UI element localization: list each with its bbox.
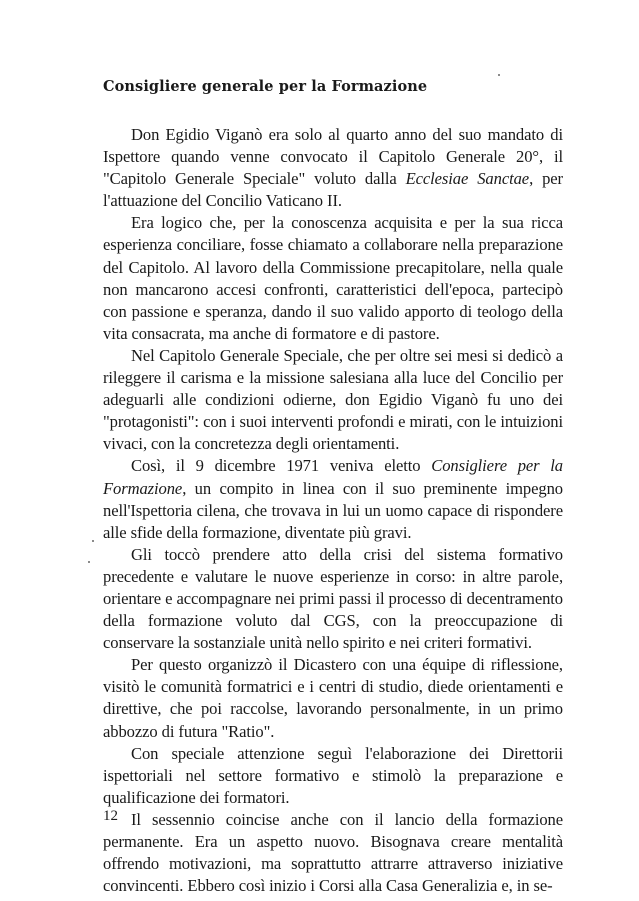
- paragraph-text: Con speciale attenzione seguì l'elaborazione dei Direttorii ispettoriali nel settore formativo e stimolò la preparazione e qualificazione dei formatori.: [103, 743, 563, 807]
- paragraph: [103, 743, 563, 809]
- body-text: [103, 124, 563, 897]
- paragraph: [103, 654, 563, 742]
- page-number: 12: [103, 808, 118, 824]
- paragraph-text: Così, il 9 dicembre 1971 veniva eletto: [131, 456, 432, 476]
- paragraph-text: Per questo organizzò il Dicastero con una équipe di riflessione, visitò le comunità formatrici e i centri di studio, diede orientamenti e direttive, che poi raccolse, lavorando personalmente, in un primo abbozzo di futura "Ratio".: [103, 655, 563, 741]
- margin-mark: [498, 74, 500, 76]
- italic-text: Consigliere per la Formazione: [103, 456, 564, 498]
- paragraph-text: Il sessennio coincise anche con il lancio della formazione permanente. Era un aspetto nuovo. Bisognava creare mentalità offrendo motivazioni, ma soprattutto attrarre attraverso iniziative convincenti. Ebbero così inizio i Corsi alla Casa Generalizia e, in se-: [103, 809, 563, 896]
- section-heading: Consigliere generale per la Formazione: [103, 78, 428, 95]
- paragraph: [103, 124, 563, 212]
- paragraph: [103, 809, 563, 897]
- paragraph-text: , un compito in linea con il suo preminente impegno nell'Ispettoria cilena, che trovava in lui un uomo capace di rispondere alle sfide della formazione, diventate più gravi.: [103, 478, 563, 542]
- italic-text: Ecclesiae Sanctae: [405, 169, 530, 189]
- paragraph-text: Era logico che, per la conoscenza acquisita e per la sua ricca esperienza conciliare, fosse chiamato a collaborare nella preparazione del Capitolo. Al lavoro della Commissione precapitolare, nella quale non mancarono accesi confronti, caratteristici dell'epoca, partecipò con passione e speranza, dando il suo valido apporto di teologo della vita consacrata, ma anche di formatore e di pastore.: [103, 213, 563, 343]
- margin-mark: [88, 561, 90, 563]
- paragraph-text: Don Egidio Viganò era solo al quarto anno del suo mandato di Ispettore quando venne convocato il Capitolo Generale 20°, il "Capitolo Generale Speciale" voluto dalla: [103, 125, 563, 189]
- paragraph-text: Gli toccò prendere atto della crisi del sistema formativo precedente e valutare le nuove esperienze in corso: in altre parole, orientare e accompagnare nei primi passi il processo di decentramento della formazione voluto dal CGS, con la preoccupazione di conservare la sostanziale unità nello spirito e nei criteri formativi.: [103, 544, 563, 653]
- paragraph: [103, 345, 563, 455]
- margin-mark: [92, 540, 94, 542]
- paragraph: [103, 544, 563, 654]
- paragraph-text: , per l'attuazione del Concilio Vaticano II.: [103, 169, 563, 211]
- paragraph: [103, 455, 563, 543]
- paragraph-text: Nel Capitolo Generale Speciale, che per oltre sei mesi si dedicò a rileggere il carisma e la missione salesiana alla luce del Concilio per adeguarli alle condizioni odierne, don Egidio Viganò fu uno dei "protagonisti": con i suoi interventi profondi e mirati, con le intuizioni vivaci, con la concretezza degli orientamenti.: [103, 345, 563, 454]
- paragraph: [103, 212, 563, 345]
